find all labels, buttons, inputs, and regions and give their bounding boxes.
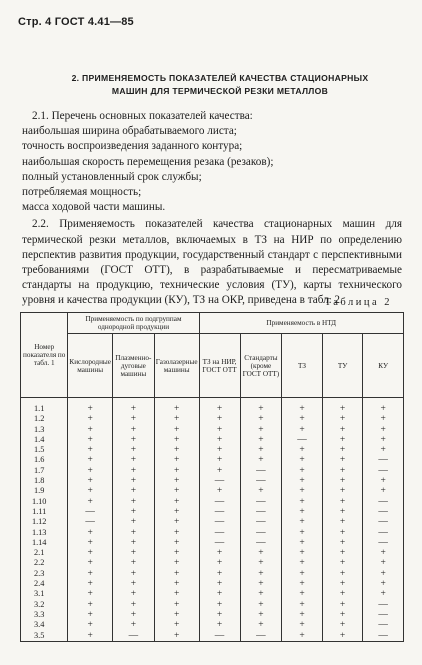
- applicability-cell: +: [112, 425, 154, 435]
- applicability-cell: —: [240, 517, 282, 527]
- applicability-cell: +: [322, 548, 363, 558]
- applicability-cell: —: [199, 517, 240, 527]
- applicability-cell: +: [199, 589, 240, 599]
- applicability-cell: +: [68, 528, 113, 538]
- applicability-cell: +: [154, 589, 199, 599]
- applicability-cell: +: [282, 610, 323, 620]
- table-row: [21, 398, 404, 415]
- applicability-cell: +: [154, 631, 199, 642]
- applicability-cell: +: [240, 600, 282, 610]
- applicability-cell: +: [322, 579, 363, 589]
- applicability-cell: +: [68, 569, 113, 579]
- applicability-cell: +: [322, 600, 363, 610]
- applicability-cell: +: [68, 589, 113, 599]
- table-row: [21, 497, 404, 507]
- applicability-cell: +: [199, 558, 240, 568]
- applicability-cell: +: [68, 398, 113, 415]
- applicability-cell: +: [154, 569, 199, 579]
- applicability-cell: +: [240, 569, 282, 579]
- applicability-cell: +: [282, 589, 323, 599]
- applicability-cell: +: [322, 425, 363, 435]
- applicability-cell: —: [363, 631, 404, 642]
- applicability-cell: +: [363, 435, 404, 445]
- table-row: [21, 486, 404, 496]
- applicability-cell: +: [68, 558, 113, 568]
- table-row: [21, 620, 404, 630]
- applicability-cell: +: [112, 435, 154, 445]
- applicability-cell: +: [363, 398, 404, 415]
- applicability-cell: +: [199, 398, 240, 415]
- applicability-cell: +: [282, 517, 323, 527]
- header-gaslaser-machines: Газолазерные машины: [154, 334, 199, 398]
- table-row: [21, 600, 404, 610]
- table-row: [21, 558, 404, 568]
- quality-item: наибольшая скорость перемещения резака (резаков);: [22, 155, 274, 168]
- applicability-cell: —: [240, 497, 282, 507]
- applicability-cell: +: [282, 620, 323, 630]
- row-number: 3.3: [21, 610, 68, 620]
- header-group-ntd: Применяемость в НТД: [199, 313, 403, 334]
- section-title-line-1: 2. ПРИМЕНЯЕМОСТЬ ПОКАЗАТЕЛЕЙ КАЧЕСТВА СТАЦИОНАРНЫХ: [71, 73, 369, 83]
- row-number: 1.11: [21, 507, 68, 517]
- applicability-cell: +: [322, 528, 363, 538]
- header-tz: ТЗ: [282, 334, 323, 398]
- applicability-cell: +: [322, 558, 363, 568]
- applicability-cell: +: [240, 620, 282, 630]
- applicability-cell: +: [322, 435, 363, 445]
- applicability-cell: +: [282, 631, 323, 642]
- applicability-cell: +: [282, 579, 323, 589]
- applicability-cell: —: [112, 631, 154, 642]
- applicability-cell: +: [112, 528, 154, 538]
- applicability-cell: +: [154, 507, 199, 517]
- applicability-cell: +: [112, 538, 154, 548]
- applicability-cell: —: [240, 538, 282, 548]
- page-header: Стр. 4 ГОСТ 4.41—85: [18, 16, 134, 28]
- applicability-cell: —: [363, 507, 404, 517]
- applicability-cell: +: [322, 486, 363, 496]
- applicability-cell: —: [240, 507, 282, 517]
- applicability-cell: +: [322, 476, 363, 486]
- applicability-cell: —: [199, 538, 240, 548]
- applicability-cell: +: [240, 414, 282, 424]
- applicability-cell: +: [112, 569, 154, 579]
- applicability-cell: +: [282, 558, 323, 568]
- applicability-cell: +: [199, 455, 240, 465]
- applicability-cell: +: [363, 486, 404, 496]
- applicability-cell: +: [199, 579, 240, 589]
- applicability-cell: +: [112, 476, 154, 486]
- applicability-cell: +: [240, 548, 282, 558]
- applicability-cell: +: [154, 620, 199, 630]
- applicability-cell: +: [68, 620, 113, 630]
- table-row: [21, 517, 404, 527]
- applicability-cell: +: [282, 486, 323, 496]
- applicability-cell: —: [363, 497, 404, 507]
- applicability-cell: +: [282, 538, 323, 548]
- applicability-cell: +: [68, 610, 113, 620]
- applicability-cell: —: [363, 538, 404, 548]
- header-standards: Стандарты (кроме ГОСТ ОТТ): [240, 334, 282, 398]
- applicability-cell: +: [154, 445, 199, 455]
- applicability-cell: +: [322, 398, 363, 415]
- applicability-cell: —: [199, 476, 240, 486]
- applicability-cell: —: [363, 517, 404, 527]
- paragraph-2-1-intro: 2.1. Перечень основных показателей качества:: [32, 110, 253, 122]
- row-number: 3.2: [21, 600, 68, 610]
- row-number: 1.1: [21, 398, 68, 415]
- applicability-cell: +: [363, 476, 404, 486]
- applicability-cell: +: [322, 538, 363, 548]
- applicability-cell: +: [282, 425, 323, 435]
- applicability-cell: +: [199, 548, 240, 558]
- row-number: 1.7: [21, 466, 68, 476]
- applicability-cell: +: [112, 600, 154, 610]
- applicability-cell: +: [68, 414, 113, 424]
- table-row: [21, 538, 404, 548]
- applicability-cell: +: [68, 425, 113, 435]
- applicability-cell: +: [282, 445, 323, 455]
- row-number: 3.4: [21, 620, 68, 630]
- applicability-cell: +: [112, 620, 154, 630]
- row-number: 1.9: [21, 486, 68, 496]
- applicability-cell: +: [112, 466, 154, 476]
- applicability-cell: +: [240, 579, 282, 589]
- applicability-cell: +: [322, 455, 363, 465]
- table-row: [21, 425, 404, 435]
- table-row: [21, 528, 404, 538]
- applicability-cell: +: [363, 569, 404, 579]
- applicability-cell: +: [282, 398, 323, 415]
- table-row: [21, 435, 404, 445]
- applicability-cell: —: [363, 466, 404, 476]
- row-number: 1.4: [21, 435, 68, 445]
- applicability-cell: —: [199, 507, 240, 517]
- applicability-cell: +: [68, 476, 113, 486]
- applicability-cell: —: [363, 600, 404, 610]
- applicability-cell: +: [154, 435, 199, 445]
- section-title-line-2: МАШИН ДЛЯ ТЕРМИЧЕСКОЙ РЕЗКИ МЕТАЛЛОВ: [111, 86, 329, 96]
- applicability-cell: +: [68, 600, 113, 610]
- applicability-cell: +: [322, 414, 363, 424]
- row-number: 2.1: [21, 548, 68, 558]
- applicability-cell: +: [199, 620, 240, 630]
- table-row: [21, 466, 404, 476]
- table-row: [21, 476, 404, 486]
- applicability-cell: —: [199, 497, 240, 507]
- applicability-cell: +: [363, 558, 404, 568]
- applicability-cell: —: [199, 528, 240, 538]
- quality-item: масса ходовой части машины.: [22, 201, 166, 214]
- applicability-cell: +: [68, 455, 113, 465]
- applicability-cell: —: [363, 620, 404, 630]
- applicability-cell: +: [199, 425, 240, 435]
- applicability-cell: +: [322, 569, 363, 579]
- applicability-cell: +: [199, 435, 240, 445]
- applicability-cell: +: [322, 589, 363, 599]
- applicability-cell: —: [240, 528, 282, 538]
- applicability-cell: +: [363, 589, 404, 599]
- applicability-cell: +: [282, 476, 323, 486]
- applicability-cell: +: [154, 466, 199, 476]
- applicability-cell: +: [112, 589, 154, 599]
- applicability-cell: +: [154, 497, 199, 507]
- applicability-cell: +: [154, 486, 199, 496]
- header-tu: ТУ: [322, 334, 363, 398]
- applicability-cell: +: [322, 610, 363, 620]
- applicability-cell: +: [199, 466, 240, 476]
- applicability-cell: +: [240, 455, 282, 465]
- applicability-cell: —: [240, 466, 282, 476]
- applicability-cell: +: [240, 435, 282, 445]
- applicability-cell: +: [68, 466, 113, 476]
- header-plasma-machines: Плазменно-дуговые машины: [112, 334, 154, 398]
- section-title: [40, 72, 400, 98]
- paragraph-2-2: 2.2. Применяемость показателей качества стационарных машин для термической резки металлов, включаемых в ТЗ на НИР по определению перспектив развития продукции, государственный стандарт с перспективными требованиями (ГОСТ ОТТ), в разрабатываемые и пересматриваемые стандарты на продукцию, технические условия (ТУ), карты технического уровня и качества продукции (КУ), ТЗ на ОКР, приведена в табл. 2.: [22, 218, 402, 307]
- body-text: [22, 109, 402, 309]
- applicability-cell: —: [363, 528, 404, 538]
- applicability-cell: +: [68, 486, 113, 496]
- applicability-cell: +: [68, 579, 113, 589]
- table-row: [21, 455, 404, 465]
- applicability-cell: +: [282, 528, 323, 538]
- header-oxygen-machines: Кислородные машины: [68, 334, 113, 398]
- applicability-cell: —: [199, 631, 240, 642]
- applicability-cell: +: [240, 398, 282, 415]
- applicability-cell: +: [240, 486, 282, 496]
- row-number: 1.6: [21, 455, 68, 465]
- applicability-cell: +: [112, 558, 154, 568]
- applicability-cell: +: [112, 486, 154, 496]
- applicability-cell: —: [282, 435, 323, 445]
- applicability-cell: +: [240, 425, 282, 435]
- applicability-cell: +: [112, 517, 154, 527]
- row-number: 1.8: [21, 476, 68, 486]
- applicability-cell: +: [282, 497, 323, 507]
- row-number: 1.3: [21, 425, 68, 435]
- applicability-cell: —: [68, 507, 113, 517]
- applicability-cell: +: [112, 445, 154, 455]
- table-row: [21, 445, 404, 455]
- applicability-cell: +: [282, 455, 323, 465]
- applicability-cell: +: [154, 528, 199, 538]
- applicability-cell: +: [199, 600, 240, 610]
- header-ku: КУ: [363, 334, 404, 398]
- row-number: 1.12: [21, 517, 68, 527]
- applicability-cell: +: [282, 548, 323, 558]
- applicability-cell: +: [112, 548, 154, 558]
- quality-item: полный установленный срок службы;: [22, 170, 202, 183]
- applicability-cell: +: [363, 548, 404, 558]
- applicability-cell: +: [363, 579, 404, 589]
- applicability-cell: +: [282, 507, 323, 517]
- row-number: 1.5: [21, 445, 68, 455]
- applicability-cell: +: [112, 610, 154, 620]
- applicability-cell: +: [199, 414, 240, 424]
- row-number: 1.13: [21, 528, 68, 538]
- applicability-cell: +: [322, 466, 363, 476]
- applicability-cell: +: [199, 569, 240, 579]
- applicability-cell: +: [154, 414, 199, 424]
- applicability-cell: +: [154, 455, 199, 465]
- applicability-cell: +: [154, 517, 199, 527]
- applicability-cell: +: [240, 558, 282, 568]
- row-number: 2.2: [21, 558, 68, 568]
- table-row: [21, 610, 404, 620]
- row-number: 2.3: [21, 569, 68, 579]
- applicability-cell: +: [322, 620, 363, 630]
- applicability-table: [20, 312, 404, 642]
- applicability-cell: +: [112, 398, 154, 415]
- header-number: Номер показателя по табл. 1: [21, 313, 68, 398]
- applicability-cell: +: [154, 600, 199, 610]
- applicability-cell: +: [322, 517, 363, 527]
- applicability-cell: +: [112, 414, 154, 424]
- applicability-cell: +: [240, 445, 282, 455]
- applicability-cell: +: [199, 486, 240, 496]
- row-number: 3.1: [21, 589, 68, 599]
- applicability-cell: +: [154, 558, 199, 568]
- applicability-cell: +: [154, 476, 199, 486]
- applicability-cell: +: [112, 455, 154, 465]
- applicability-cell: +: [363, 445, 404, 455]
- applicability-cell: —: [240, 631, 282, 642]
- row-number: 2.4: [21, 579, 68, 589]
- applicability-cell: +: [68, 435, 113, 445]
- applicability-cell: +: [199, 445, 240, 455]
- applicability-cell: +: [322, 631, 363, 642]
- quality-item: наибольшая ширина обрабатываемого листа;: [22, 125, 237, 138]
- applicability-cell: +: [112, 497, 154, 507]
- applicability-cell: +: [240, 610, 282, 620]
- table-caption: Таблица 2: [324, 297, 392, 308]
- applicability-cell: +: [322, 497, 363, 507]
- applicability-cell: —: [68, 517, 113, 527]
- applicability-cell: +: [282, 414, 323, 424]
- applicability-cell: +: [199, 610, 240, 620]
- row-number: 3.5: [21, 631, 68, 642]
- row-number: 1.14: [21, 538, 68, 548]
- applicability-cell: +: [154, 610, 199, 620]
- applicability-cell: +: [68, 445, 113, 455]
- applicability-cell: —: [363, 455, 404, 465]
- header-group-subgroups: Применяемость по подгруппам однородной продукции: [68, 313, 199, 334]
- applicability-cell: +: [68, 497, 113, 507]
- quality-item: точность воспроизведения заданного контура;: [22, 140, 243, 153]
- applicability-cell: +: [282, 569, 323, 579]
- table-row: [21, 507, 404, 517]
- applicability-cell: +: [68, 538, 113, 548]
- applicability-cell: +: [154, 425, 199, 435]
- applicability-cell: +: [154, 548, 199, 558]
- table-row: [21, 589, 404, 599]
- header-tz-nir: ТЗ на НИР, ГОСТ ОТТ: [199, 334, 240, 398]
- applicability-cell: +: [282, 466, 323, 476]
- applicability-cell: +: [363, 414, 404, 424]
- applicability-cell: +: [68, 548, 113, 558]
- applicability-cell: +: [282, 600, 323, 610]
- applicability-cell: +: [68, 631, 113, 642]
- applicability-cell: +: [322, 445, 363, 455]
- table-row: [21, 579, 404, 589]
- applicability-cell: +: [240, 589, 282, 599]
- applicability-cell: +: [154, 579, 199, 589]
- table-row: [21, 414, 404, 424]
- applicability-cell: +: [322, 507, 363, 517]
- table-row: [21, 569, 404, 579]
- table-body: [21, 398, 404, 642]
- table-row: [21, 631, 404, 642]
- row-number: 1.10: [21, 497, 68, 507]
- applicability-cell: +: [154, 538, 199, 548]
- applicability-cell: +: [154, 398, 199, 415]
- quality-item: потребляемая мощность;: [22, 186, 142, 199]
- table-row: [21, 548, 404, 558]
- row-number: 1.2: [21, 414, 68, 424]
- applicability-cell: +: [363, 425, 404, 435]
- applicability-cell: +: [112, 579, 154, 589]
- applicability-cell: +: [112, 507, 154, 517]
- applicability-cell: —: [363, 610, 404, 620]
- applicability-cell: —: [240, 476, 282, 486]
